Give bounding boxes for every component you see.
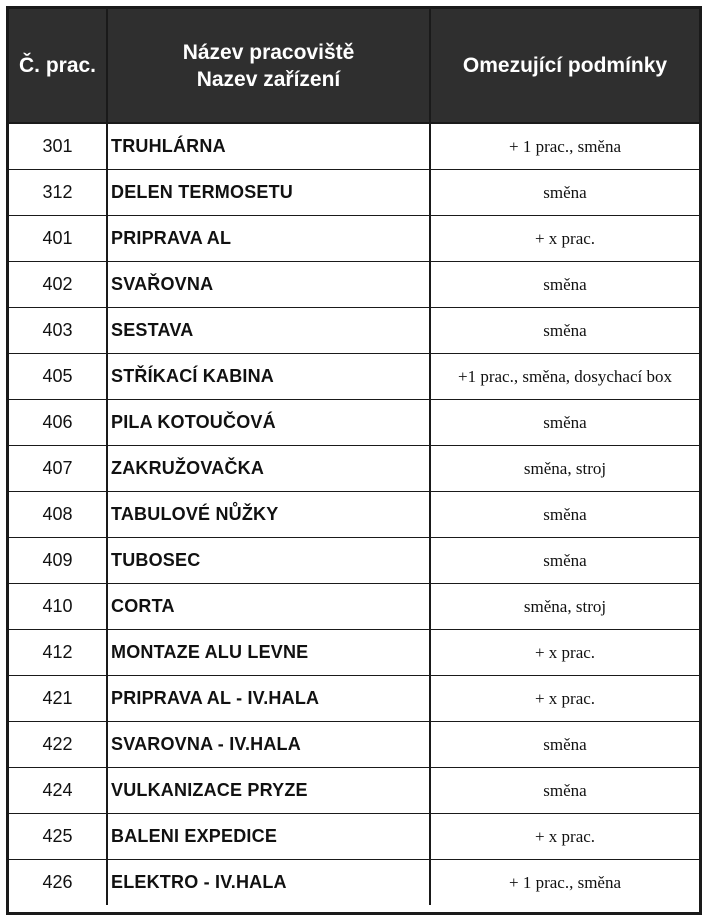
cell-number: 405 [9, 354, 107, 400]
table-row [9, 446, 699, 492]
table-row [9, 216, 699, 262]
cell-number: 410 [9, 584, 107, 630]
table-row [9, 123, 699, 170]
cell-number: 425 [9, 814, 107, 860]
table-row [9, 814, 699, 860]
cell-conditions: směna [430, 538, 699, 584]
cell-number: 424 [9, 768, 107, 814]
cell-number: 426 [9, 860, 107, 906]
header-name-line2: Nazev zařízení [196, 67, 341, 91]
cell-name: PRIPRAVA AL - IV.HALA [107, 676, 430, 722]
table-body [9, 123, 699, 905]
cell-conditions: směna [430, 492, 699, 538]
table-row [9, 860, 699, 906]
cell-number: 312 [9, 170, 107, 216]
cell-name: PILA KOTOUČOVÁ [107, 400, 430, 446]
cell-name: SESTAVA [107, 308, 430, 354]
cell-name: PRIPRAVA AL [107, 216, 430, 262]
header-conditions: Omezující podmínky [430, 9, 699, 123]
table-row [9, 262, 699, 308]
cell-name: TRUHLÁRNA [107, 123, 430, 170]
cell-conditions: + x prac. [430, 216, 699, 262]
header-name-line1: Název pracoviště [182, 40, 355, 64]
cell-conditions: + x prac. [430, 676, 699, 722]
header-workplace-number: Č. prac. [9, 9, 107, 123]
cell-number: 412 [9, 630, 107, 676]
cell-name: SVAROVNA - IV.HALA [107, 722, 430, 768]
cell-number: 401 [9, 216, 107, 262]
table-row [9, 400, 699, 446]
table-row [9, 722, 699, 768]
cell-name: ZAKRUŽOVAČKA [107, 446, 430, 492]
cell-name: TABULOVÉ NŮŽKY [107, 492, 430, 538]
table-header [9, 9, 699, 123]
cell-number: 406 [9, 400, 107, 446]
cell-conditions: směna [430, 170, 699, 216]
table-row [9, 768, 699, 814]
cell-name: CORTA [107, 584, 430, 630]
table-row [9, 584, 699, 630]
cell-conditions: směna, stroj [430, 446, 699, 492]
cell-number: 408 [9, 492, 107, 538]
table-row [9, 630, 699, 676]
table-row [9, 492, 699, 538]
workplace-table-frame [6, 6, 702, 915]
header-row [9, 9, 699, 123]
table-row [9, 354, 699, 400]
cell-conditions: + 1 prac., směna [430, 123, 699, 170]
cell-name: ELEKTRO - IV.HALA [107, 860, 430, 906]
cell-number: 301 [9, 123, 107, 170]
cell-name: VULKANIZACE PRYZE [107, 768, 430, 814]
cell-number: 402 [9, 262, 107, 308]
cell-name: BALENI EXPEDICE [107, 814, 430, 860]
cell-conditions: směna [430, 768, 699, 814]
cell-name: SVAŘOVNA [107, 262, 430, 308]
table-row [9, 676, 699, 722]
workplace-table [9, 9, 699, 905]
cell-name: DELEN TERMOSETU [107, 170, 430, 216]
cell-number: 407 [9, 446, 107, 492]
table-row [9, 538, 699, 584]
cell-number: 403 [9, 308, 107, 354]
table-row [9, 308, 699, 354]
cell-number: 422 [9, 722, 107, 768]
cell-name: MONTAZE ALU LEVNE [107, 630, 430, 676]
cell-conditions: směna [430, 308, 699, 354]
cell-conditions: + 1 prac., směna [430, 860, 699, 906]
cell-conditions: +1 prac., směna, dosychací box [430, 354, 699, 400]
cell-conditions: + x prac. [430, 630, 699, 676]
cell-name: TUBOSEC [107, 538, 430, 584]
header-workplace-name [107, 9, 430, 123]
cell-number: 409 [9, 538, 107, 584]
cell-conditions: směna [430, 722, 699, 768]
cell-conditions: směna [430, 262, 699, 308]
table-row [9, 170, 699, 216]
cell-number: 421 [9, 676, 107, 722]
cell-conditions: + x prac. [430, 814, 699, 860]
cell-conditions: směna, stroj [430, 584, 699, 630]
cell-conditions: směna [430, 400, 699, 446]
cell-name: STŘÍKACÍ KABINA [107, 354, 430, 400]
